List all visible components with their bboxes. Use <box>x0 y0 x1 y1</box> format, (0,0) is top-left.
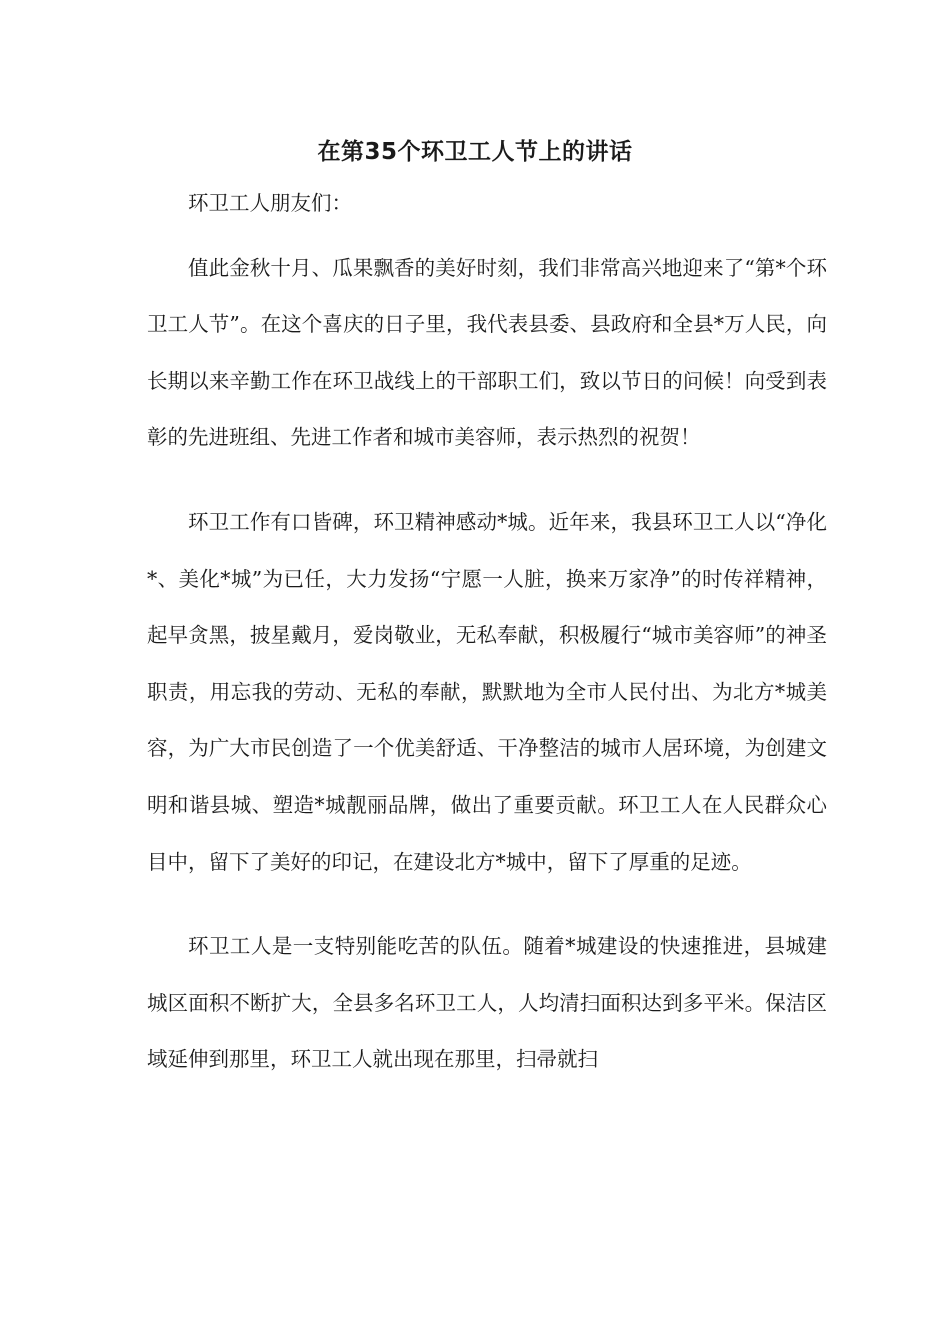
document-title: 在第35个环卫工人节上的讲话 <box>317 139 633 165</box>
document-body <box>147 175 827 1088</box>
paragraph-2: 环卫工作有口皆碑，环卫精神感动*城。近年来，我县环卫工人以“净化*、美化*城”为已任，大力发扬“宁愿一人脏，换来万家净”的时传祥精神，起早贪黑，披星戴月，爱岗敬业，无私奉献，积极履行“城市美容师”的神圣职责，用忘我的劳动、无私的奉献，默默地为全市人民付出、为北方*城美容，为广大市民创造了一个优美舒适、干净整洁的城市人居环境，为创建文明和谐县城、塑造*城靓丽品牌，做出了重要贡献。环卫工人在人民群众心目中，留下了美好的印记，在建设北方*城中，留下了厚重的足迹。 <box>147 509 827 874</box>
paragraph-3: 环卫工人是一支特别能吃苦的队伍。随着*城建设的快速推进，县城建城区面积不断扩大，全县多名环卫工人，人均清扫面积达到多平米。保洁区域延伸到那里，环卫工人就出现在那里，扫帚就扫 <box>147 934 827 1072</box>
salutation: 环卫工人朋友们： <box>188 191 352 215</box>
paragraph-1: 值此金秋十月、瓜果飘香的美好时刻，我们非常高兴地迎来了“第*个环卫工人节”。在这个喜庆的日子里，我代表县委、县政府和全县*万人民，向长期以来辛勤工作在环卫战线上的干部职工们，致以节日的问候！向受到表彰的先进班组、先进工作者和城市美容师，表示热烈的祝贺！ <box>147 255 827 450</box>
